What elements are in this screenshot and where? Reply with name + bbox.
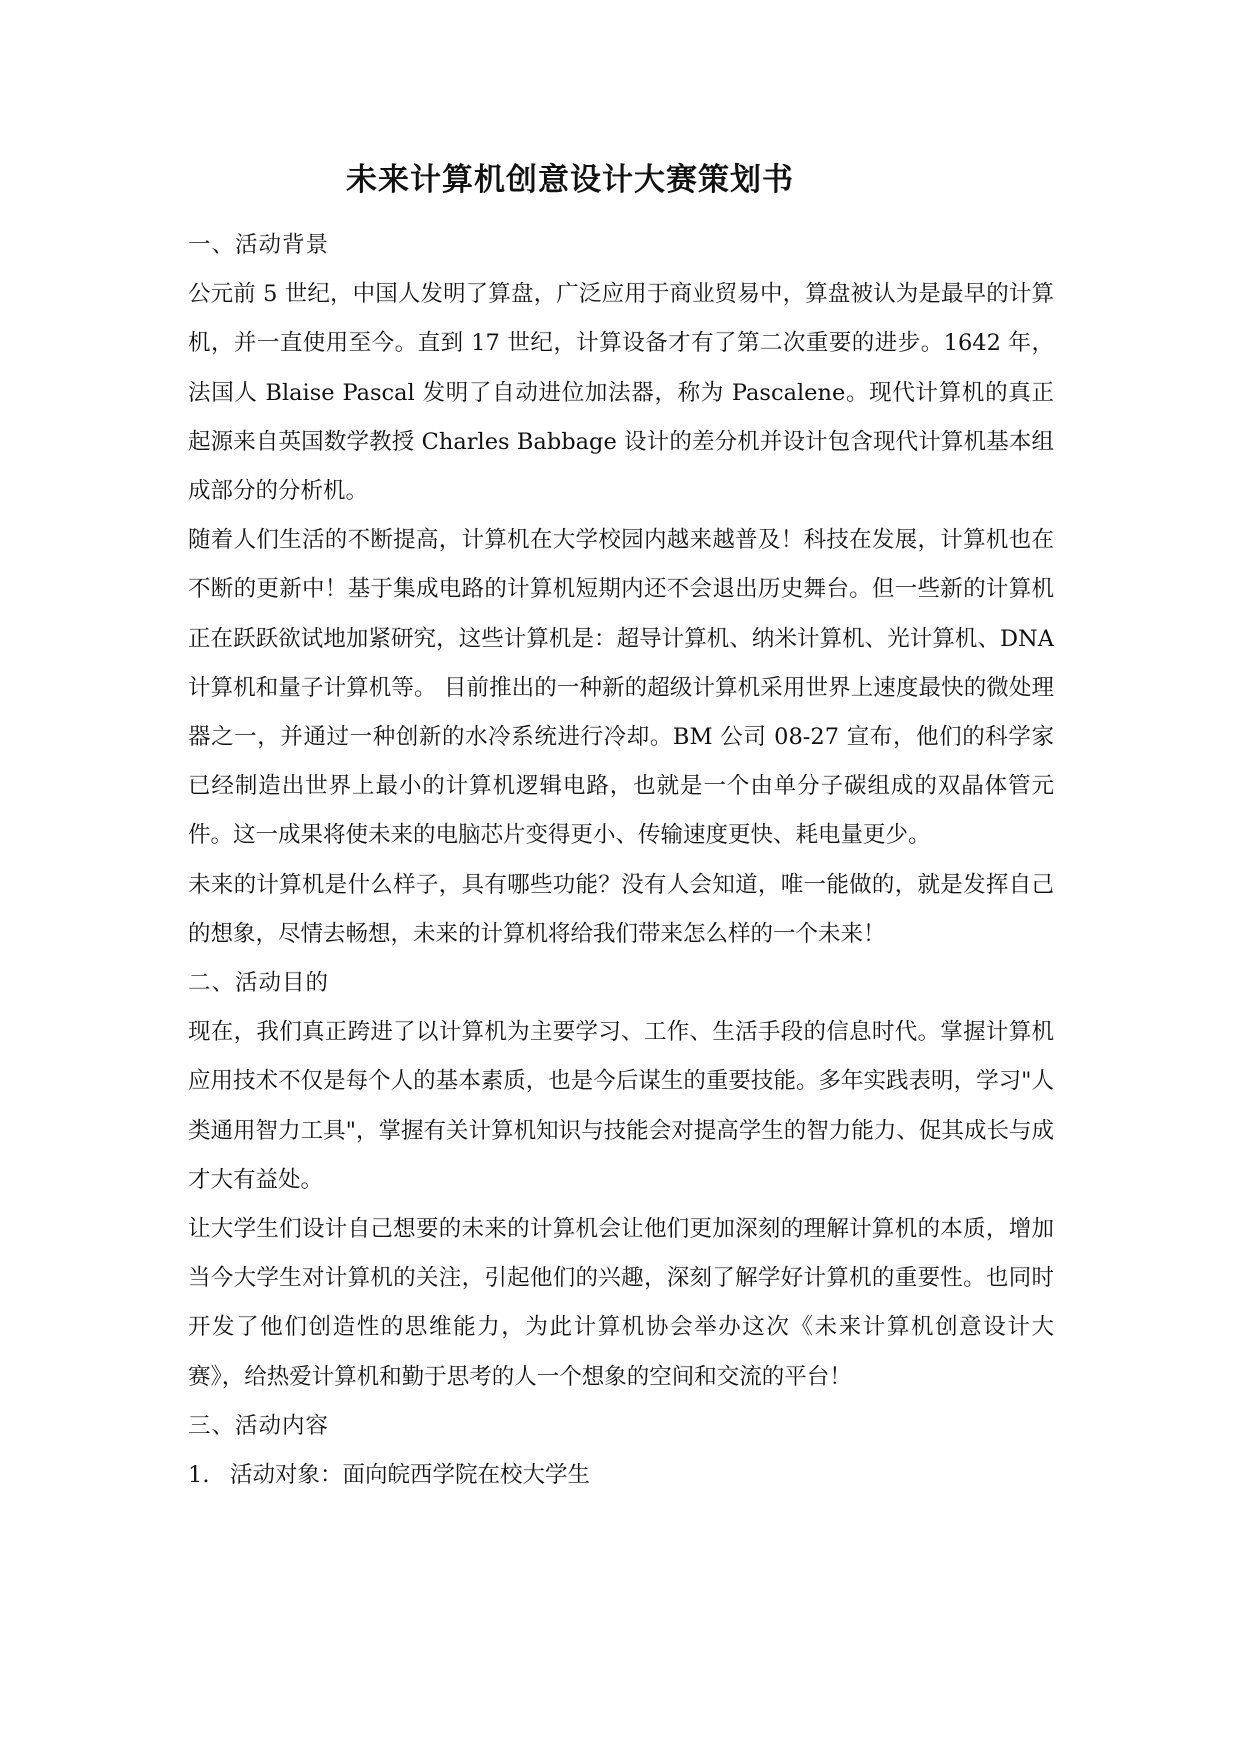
list-item-participants <box>188 1451 1054 1500</box>
paragraph-abacus-history: 公元前 5 世纪，中国人发明了算盘，广泛应用于商业贸易中，算盘被认为是最早的计算机，并一直使用至今。直到 17 世纪，计算设备才有了第二次重要的进步。1642 年，法国人 Blaise Pascal 发明了自动进位加法器，称为 Pascalene。现代计算机的真正起源来自英国数学教授 Charles Babbage 设计的差分机并设计包含现代计算机基本组成部分的分析机。 <box>188 281 1054 505</box>
list-item-number: 1. <box>188 1462 210 1489</box>
paragraph-information-age: 现在，我们真正跨进了以计算机为主要学习、工作、生活手段的信息时代。掌握计算机应用技术不仅是每个人的基本素质，也是今后谋生的重要技能。多年实践表明，学习"人类通用智力工具"，掌握有关计算机知识与技能会对提高学生的智力能力、促其成长与成才大有益处。 <box>188 1019 1054 1193</box>
section-heading-background: 一、活动背景 <box>188 232 330 258</box>
document-title: 未来计算机创意设计大赛策划书 <box>346 162 794 198</box>
document-body <box>188 221 1054 1500</box>
paragraph-future-imagination: 未来的计算机是什么样子，具有哪些功能？没有人会知道，唯一能做的，就是发挥自己的想象，尽情去畅想，未来的计算机将给我们带来怎么样的一个未来！ <box>188 871 1054 947</box>
list-item-text: 活动对象：面向皖西学院在校大学生 <box>230 1462 591 1489</box>
paragraph-new-computers: 随着人们生活的不断提高，计算机在大学校园内越来越普及！科技在发展，计算机也在不断的更新中！基于集成电路的计算机短期内还不会退出历史舞台。但一些新的计算机正在跃跃欲试地加紧研究，这些计算机是：超导计算机、纳米计算机、光计算机、DNA 计算机和量子计算机等。 目前推出的一种新的超级计算机采用世界上速度最快的微处理器之一，并通过一种创新的水冷系统进行冷却。BM 公司 08-27 宣布，他们的科学家已经制造出世界上最小的计算机逻辑电路，也就是一个由单分子碳组成的双晶体管元件。这一成果将使未来的电脑芯片变得更小、传输速度更快、耗电量更少。 <box>188 527 1054 849</box>
paragraph-contest-purpose: 让大学生们设计自己想要的未来的计算机会让他们更加深刻的理解计算机的本质，增加当今大学生对计算机的关注，引起他们的兴趣，深刻了解学好计算机的重要性。也同时开发了他们创造性的思维能力，为此计算机协会举办这次《未来计算机创意设计大赛》，给热爱计算机和勤于思考的人一个想象的空间和交流的平台！ <box>188 1216 1054 1390</box>
section-heading-content: 三、活动内容 <box>188 1412 330 1439</box>
section-heading-purpose: 二、活动目的 <box>188 970 330 997</box>
